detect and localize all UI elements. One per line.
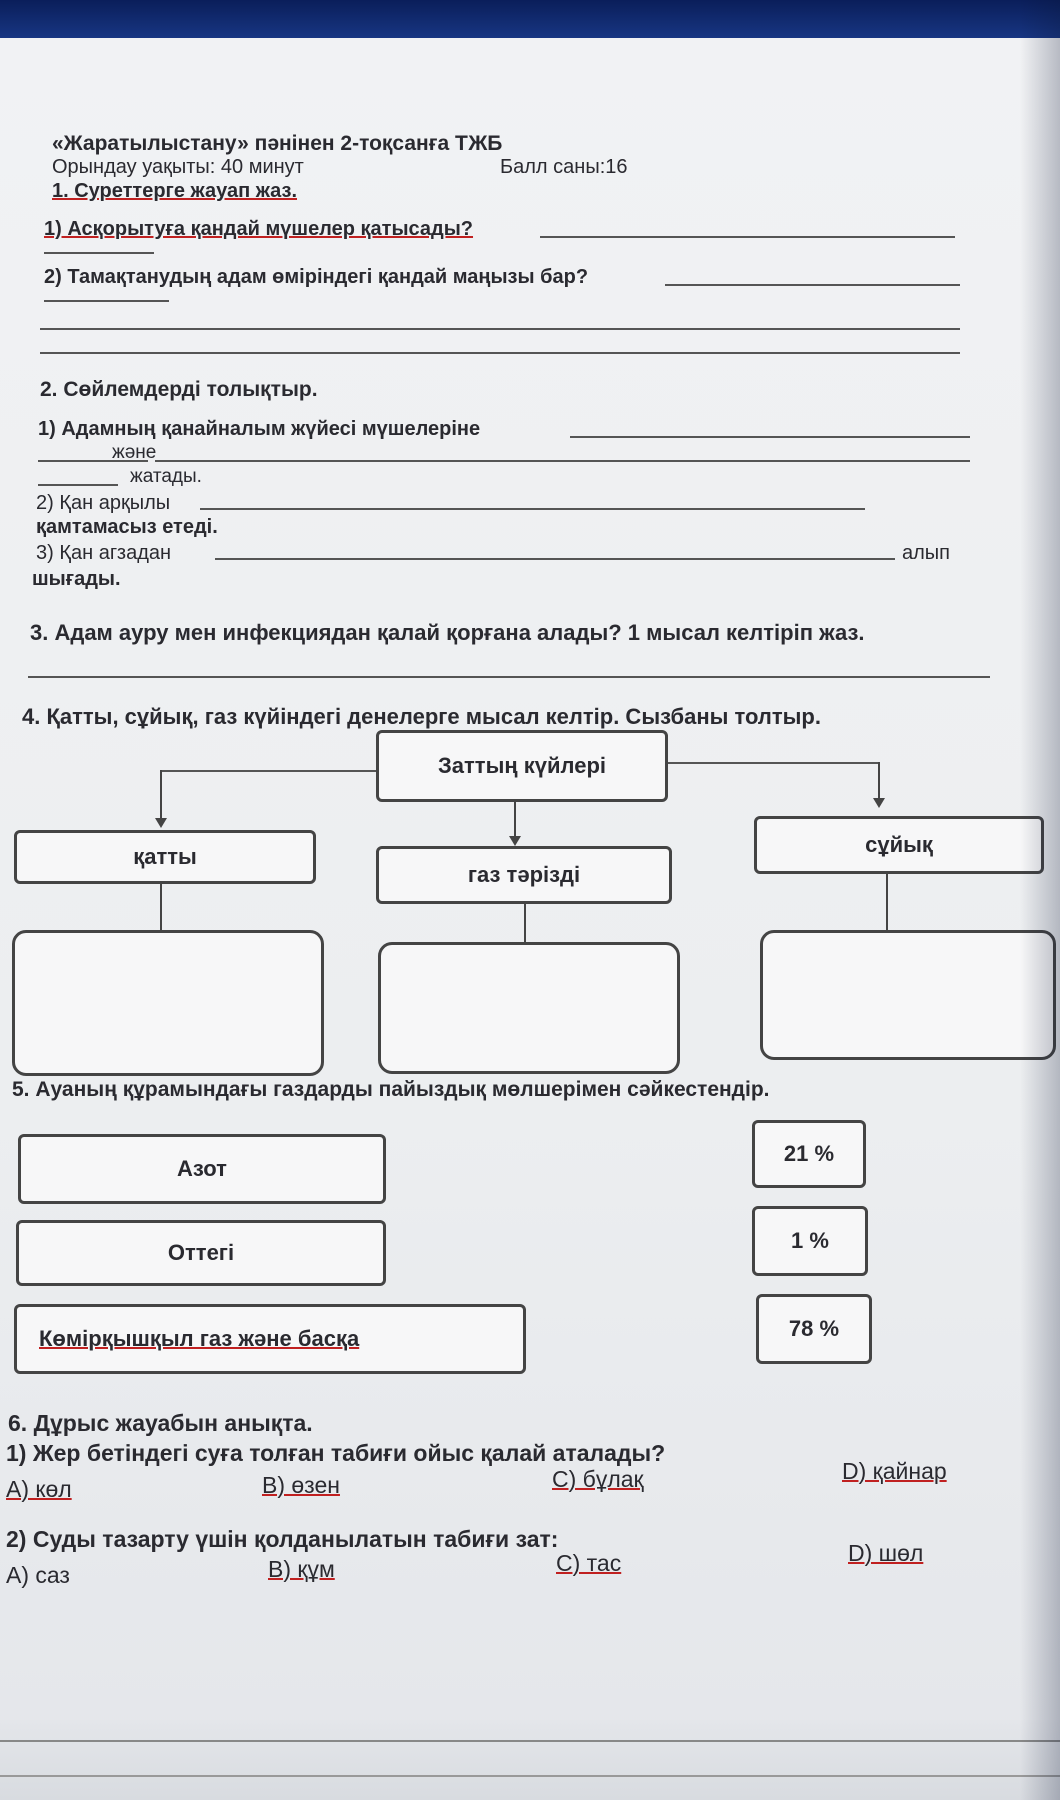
gas-item-label: Азот — [177, 1156, 227, 1181]
liquid-box — [754, 816, 1044, 874]
answer-line[interactable] — [570, 436, 970, 438]
percent-label: 78 % — [788, 1316, 840, 1341]
answer-line[interactable] — [540, 236, 955, 238]
section2-s1c: жатады. — [130, 466, 202, 487]
answer-line[interactable] — [155, 460, 970, 462]
answer-line[interactable] — [200, 508, 865, 510]
q2-option-a[interactable] — [6, 1562, 70, 1589]
gas-item-box[interactable] — [18, 1134, 386, 1204]
arrow-down-icon — [509, 836, 521, 846]
photo-bottom-edge — [0, 1720, 1060, 1800]
gas-item-box[interactable] — [16, 1220, 386, 1286]
q1-option-c[interactable] — [552, 1466, 644, 1493]
section1-heading-text: 1. Суреттерге жауап жаз. — [52, 180, 298, 202]
q1-option-d-text: D) қайнар — [842, 1458, 947, 1484]
score-label: Балл саны:16 — [500, 156, 628, 178]
section4-heading: 4. Қатты, сұйық, газ күйіндегі денелерге мысал келтір. Сызбаны толтыр. — [22, 704, 821, 729]
section2-s3a: 3) Қан агзадан — [36, 542, 172, 564]
states-root-box — [376, 730, 668, 802]
section3-heading-text: 3. Адам ауру мен инфекциядан қалай қорғана алады? 1 мысал келтіріп жаз. — [30, 620, 865, 645]
gas-item-box[interactable] — [14, 1304, 526, 1374]
divider — [0, 1740, 1060, 1742]
solid-box — [14, 830, 316, 884]
states-root-label: Заттың күйлері — [438, 753, 606, 778]
q1-option-d[interactable] — [842, 1458, 947, 1485]
q1-option-a[interactable] — [6, 1476, 72, 1503]
q2-option-d-text: D) шөл — [848, 1540, 924, 1566]
answer-line[interactable] — [38, 484, 118, 486]
arrow-down-icon — [873, 798, 885, 808]
section5-heading: 5. Ауаның құрамындағы газдарды пайыздық мөлшерімен сәйкестендір. — [12, 1078, 770, 1101]
connector — [160, 884, 162, 932]
section1-q1 — [44, 218, 473, 241]
q2-option-b-text: В) құм — [268, 1556, 335, 1582]
answer-line[interactable] — [40, 352, 960, 354]
answer-line[interactable] — [28, 676, 990, 678]
section1-q2: 2) Тамақтанудың адам өміріндегі қандай маңызы бар? — [44, 266, 589, 288]
section3-heading — [30, 620, 865, 646]
connector — [878, 762, 880, 800]
section2-s3b: алып — [902, 542, 950, 564]
q1-option-c-text: С) бұлақ — [552, 1466, 644, 1492]
section6-q1: 1) Жер бетіндегі суға толған табиғи ойыс қалай аталады? — [6, 1440, 666, 1466]
photo-right-shadow — [1020, 0, 1060, 1800]
connector — [160, 770, 162, 820]
section2-s3c: шығады. — [32, 568, 121, 590]
arrow-down-icon — [155, 818, 167, 828]
connector — [524, 904, 526, 944]
solid-answer-box[interactable] — [12, 930, 324, 1076]
gas-item-label: Оттегі — [167, 1240, 235, 1265]
section2-heading: 2. Сөйлемдерді толықтыр. — [40, 378, 318, 401]
percent-box[interactable] — [756, 1294, 872, 1364]
section2-s1a: 1) Адамның қанайналым жүйесі мүшелеріне — [38, 418, 481, 440]
q2-option-a-text: А) саз — [6, 1562, 70, 1588]
divider — [0, 1775, 1060, 1777]
q2-option-c-text: С) тас — [556, 1550, 622, 1576]
answer-line[interactable] — [665, 284, 960, 286]
time-line — [52, 156, 304, 179]
liquid-answer-box[interactable] — [760, 930, 1056, 1060]
connector — [886, 874, 888, 932]
section6-heading: 6. Дұрыс жауабын анықта. — [8, 1410, 313, 1436]
percent-box[interactable] — [752, 1206, 868, 1276]
answer-line[interactable] — [215, 558, 895, 560]
section1-heading — [52, 180, 297, 203]
percent-box[interactable] — [752, 1120, 866, 1188]
gas-item-label: Көмірқышқыл газ және басқа — [39, 1326, 360, 1351]
gas-box — [376, 846, 672, 904]
time-value: 40 минут — [220, 156, 304, 178]
connector — [668, 762, 878, 764]
worksheet-title: «Жаратылыстану» пәнінен 2-тоқсанға ТЖБ — [52, 132, 503, 155]
section2-s2b: қамтамасыз етеді. — [36, 516, 218, 538]
section2-s1b: және — [112, 442, 157, 463]
section1-q1-text: 1) Асқорытуға қандай мүшелер қатысады? — [44, 218, 474, 240]
answer-line[interactable] — [44, 252, 154, 254]
q1-option-a-text: А) көл — [6, 1476, 72, 1502]
answer-line[interactable] — [44, 300, 169, 302]
gas-answer-box[interactable] — [378, 942, 680, 1074]
percent-label: 21 % — [783, 1141, 835, 1166]
percent-label: 1 % — [791, 1228, 829, 1253]
gas-label: газ тәрізді — [467, 862, 581, 887]
section6-q2: 2) Суды тазарту үшін қолданылатын табиғи зат: — [6, 1526, 559, 1552]
connector — [514, 802, 516, 838]
q2-option-d[interactable] — [848, 1540, 923, 1567]
time-label: Орындау уақыты: — [52, 156, 216, 178]
solid-label: қатты — [133, 844, 197, 869]
answer-line[interactable] — [40, 328, 960, 330]
q1-option-b-text: В) өзен — [262, 1472, 340, 1498]
q2-option-b[interactable] — [268, 1556, 335, 1583]
connector — [160, 770, 376, 772]
section2-s2a: 2) Қан арқылы — [36, 492, 171, 514]
q1-option-b[interactable] — [262, 1472, 340, 1499]
liquid-label: сұйық — [865, 832, 933, 857]
q2-option-c[interactable] — [556, 1550, 621, 1577]
